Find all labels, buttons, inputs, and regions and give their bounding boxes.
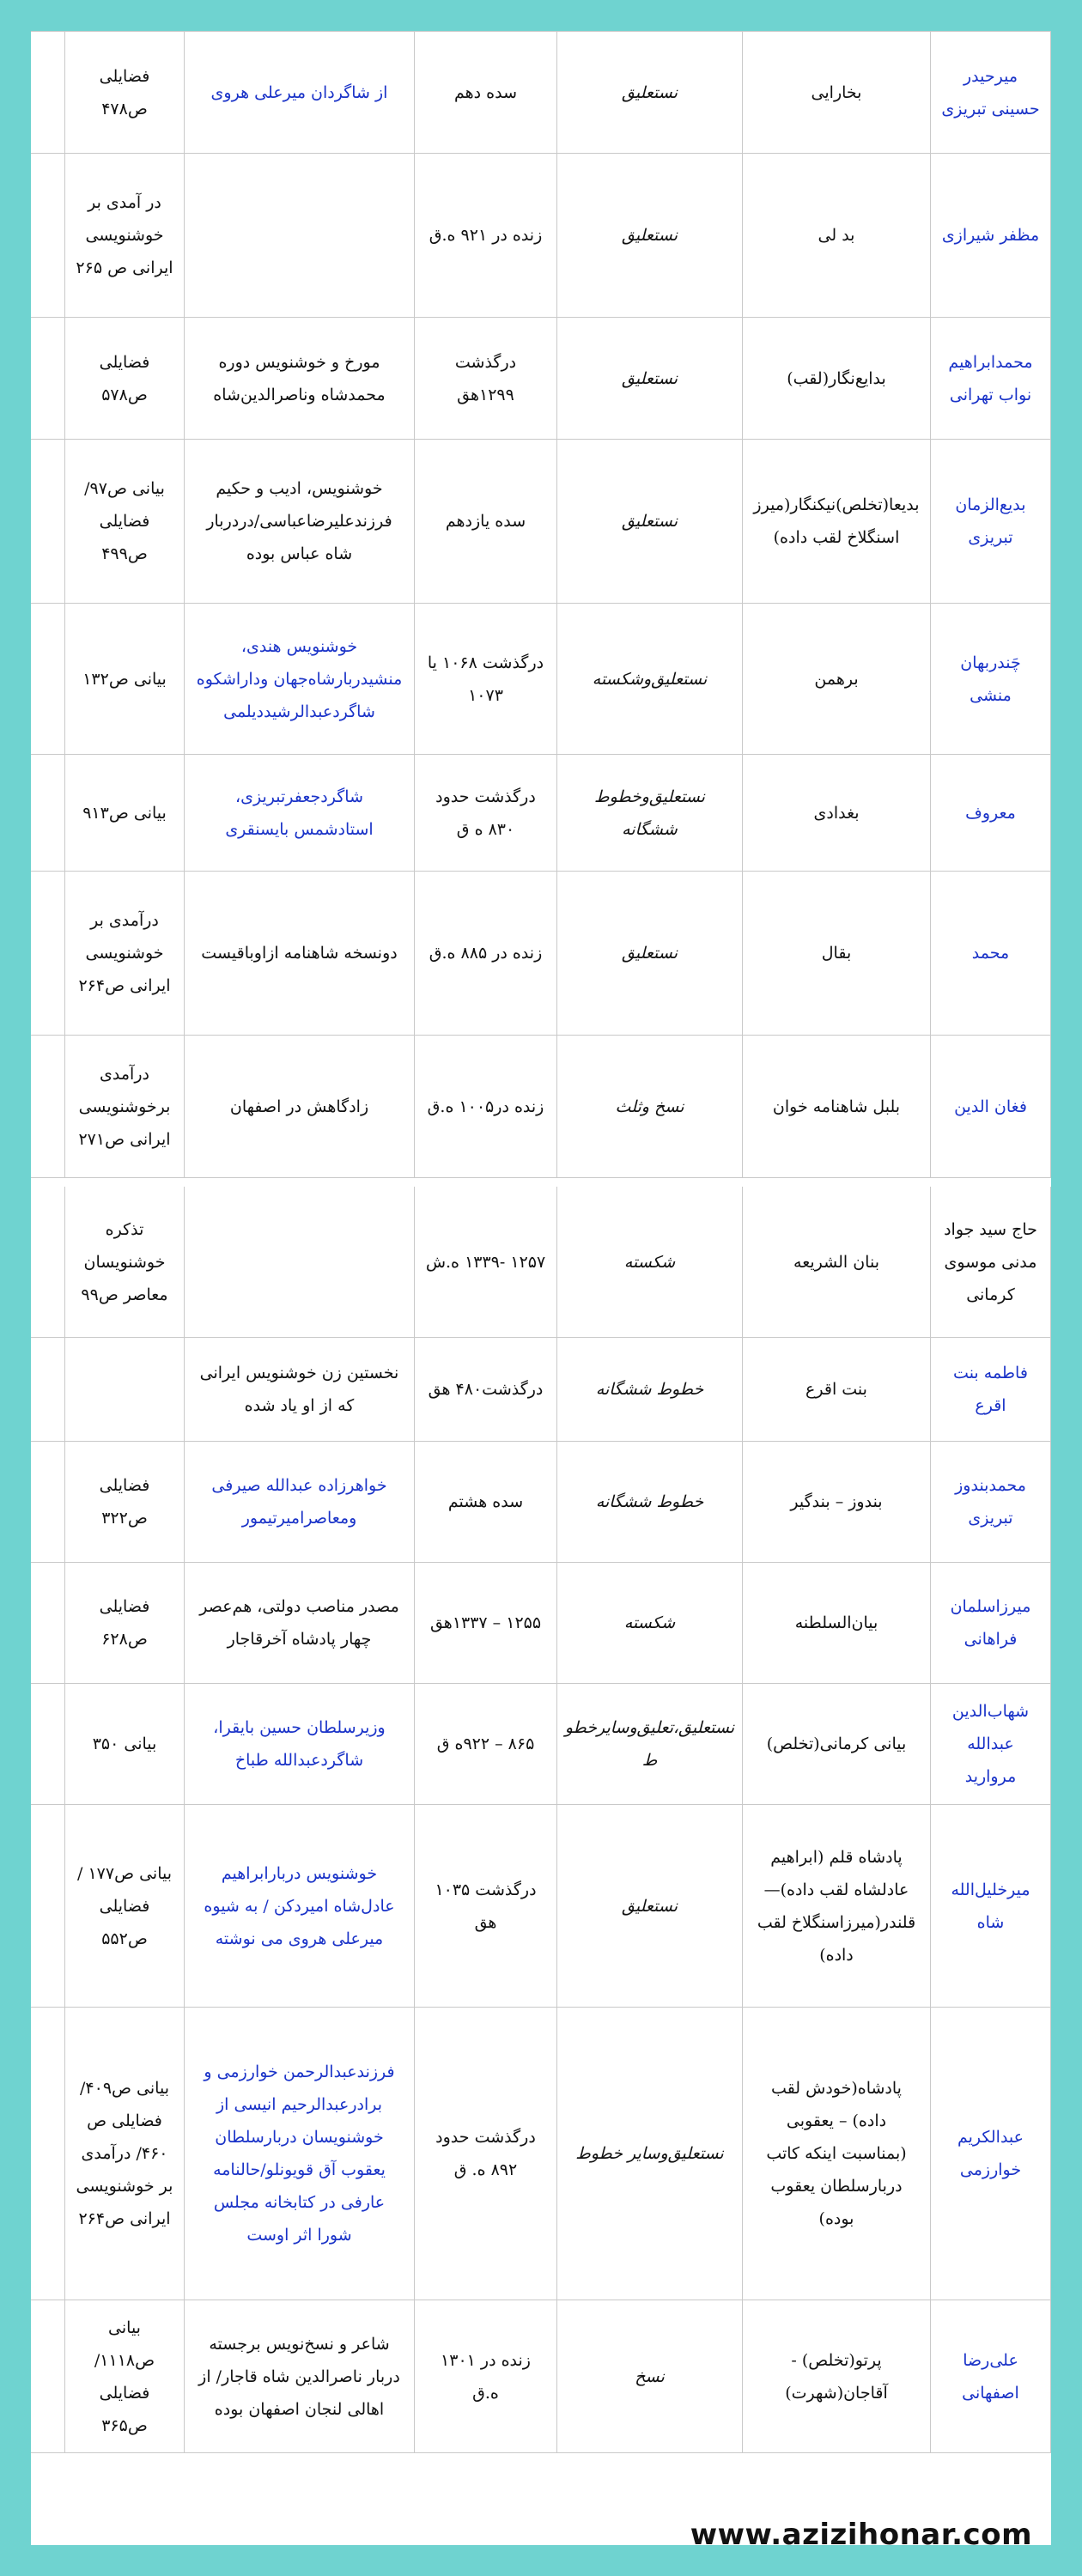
style-cell: نستعلیق bbox=[556, 1805, 742, 2007]
style-cell: نستعلیق‌وخطوط ششگانه bbox=[556, 755, 742, 871]
era-cell: ۸۶۵ – ۹۲۲ه ق bbox=[414, 1684, 556, 1804]
style-cell: نسخ bbox=[556, 2300, 742, 2452]
source-cell: فضایلی ص۵۷۸ bbox=[64, 318, 184, 439]
table-row bbox=[31, 1805, 1051, 2008]
table-row bbox=[31, 1442, 1051, 1563]
site-watermark: www.azizihonar.com bbox=[690, 2518, 1032, 2552]
note-cell bbox=[184, 1187, 414, 1337]
content-sheet bbox=[31, 31, 1051, 2545]
source-cell: فضایلی ص۳۲۲ bbox=[64, 1442, 184, 1562]
note-cell: خوشنویس هندی، منشیدربارشاه‌جهان وداراشکوه شاگردعبدالرشیددیلمی bbox=[184, 604, 414, 754]
source-cell bbox=[64, 1338, 184, 1441]
era-cell: درگذشت۴۸۰ هق bbox=[414, 1338, 556, 1441]
table-row bbox=[31, 872, 1051, 1036]
source-cell: بیانی ص۹۷/فضایلی ص۴۹۹ bbox=[64, 440, 184, 603]
title-cell: بدیعا(تخلص)نیکنگار(میرز اسنگلاخ لقب داده) bbox=[742, 440, 930, 603]
note-cell: مصدر مناصب دولتی، هم‌عصر چهار پادشاه آخرقاجار bbox=[184, 1563, 414, 1683]
table-row bbox=[31, 1684, 1051, 1805]
name-cell[interactable]: عبدالکریم خوارزمی bbox=[930, 2008, 1051, 2300]
table-row bbox=[31, 1338, 1051, 1442]
table-row bbox=[31, 604, 1051, 755]
style-cell: نستعلیق bbox=[556, 440, 742, 603]
table-row bbox=[31, 31, 1051, 154]
table-row bbox=[31, 1036, 1051, 1178]
era-cell: زنده در ۱۳۰۱ ه.ق bbox=[414, 2300, 556, 2452]
name-cell[interactable]: فاطمه بنت اقرع bbox=[930, 1338, 1051, 1441]
source-cell: بیانی ص۱۷۷ / فضایلی ص۵۵۲ bbox=[64, 1805, 184, 2007]
source-cell: در آمدی بر خوشنویسی ایرانی ص ۲۶۵ bbox=[64, 154, 184, 317]
table-row bbox=[31, 154, 1051, 318]
title-cell: پادشاه(خودش لقب داده) – یعقوبی (بمناسبت اینکه کاتب دربارسلطان یعقوب بوده) bbox=[742, 2008, 930, 2300]
era-cell: ۱۲۵۵ – ۱۳۳۷هق bbox=[414, 1563, 556, 1683]
note-cell: خوشنویس دربارابراهیم عادل‌شاه امیردکن / به شیوه میرعلی هروی می نوشته bbox=[184, 1805, 414, 2007]
note-cell: فرزندعبدالرحمن خوارزمی و برادرعبدالرحیم انیسی از خوشنویسان دربارسلطان یعقوب آق قویونلو/حالنامه عارفی در کتابخانه مجلس شورا اثر اوست bbox=[184, 2008, 414, 2300]
note-cell bbox=[184, 154, 414, 317]
note-cell: نخستین زن خوشنویس ایرانی که از او یاد شده bbox=[184, 1338, 414, 1441]
name-cell[interactable]: محمدابراهیم نواب تهرانی bbox=[930, 318, 1051, 439]
calligraphers-table bbox=[31, 31, 1051, 2466]
era-cell: درگذشت حدود ۸۹۲ ه. ق bbox=[414, 2008, 556, 2300]
note-cell: شاگردجعفرتبریزی، استادشمس بایسنقری bbox=[184, 755, 414, 871]
note-cell: زادگاهش در اصفهان bbox=[184, 1036, 414, 1177]
source-cell: فضایلی ص۶۲۸ bbox=[64, 1563, 184, 1683]
name-cell[interactable]: محمدبندوز تبریزی bbox=[930, 1442, 1051, 1562]
title-cell: بغدادی bbox=[742, 755, 930, 871]
source-cell: بیانی ص۴۰۹/ فضایلی ص ۴۶۰/ درآمدی بر خوشنویسی ایرانی ص۲۶۴ bbox=[64, 2008, 184, 2300]
style-cell: نستعلیق bbox=[556, 32, 742, 153]
title-cell: بیان‌السلطنه bbox=[742, 1563, 930, 1683]
source-cell: فضایلی ص۴۷۸ bbox=[64, 32, 184, 153]
table-row bbox=[31, 440, 1051, 604]
title-cell: پادشاه قلم (ابراهیم عادلشاه لقب داده)—قلندر(میرزاسنگلاخ لقب داده) bbox=[742, 1805, 930, 2007]
name-cell[interactable]: فغان الدین bbox=[930, 1036, 1051, 1177]
era-cell: درگذشت ۱۰۶۸ یا ۱۰۷۳ bbox=[414, 604, 556, 754]
name-cell[interactable]: شهاب‌الدین عبدالله مروارید bbox=[930, 1684, 1051, 1804]
note-cell: دونسخه شاهنامه ازاوباقیست bbox=[184, 872, 414, 1035]
era-cell: ۱۲۵۷ -۱۳۳۹ ه.ش bbox=[414, 1187, 556, 1337]
table-row bbox=[31, 1187, 1051, 1338]
name-cell[interactable]: میرحیدر حسینی تبریزی bbox=[930, 32, 1051, 153]
source-cell: بیانی ص۱۱۱۸/فضایلی ص۳۶۵ bbox=[64, 2300, 184, 2452]
note-cell: وزیرسلطان حسین بایقرا، شاگردعبدالله طباخ bbox=[184, 1684, 414, 1804]
title-cell: بخارایی bbox=[742, 32, 930, 153]
style-cell: نستعلیق bbox=[556, 154, 742, 317]
note-cell: از شاگردان میرعلی هروی bbox=[184, 32, 414, 153]
note-cell: خوشنویس، ادیب و حکیم فرزندعلیرضاعباسی/دردربار شاه عباس بوده bbox=[184, 440, 414, 603]
name-cell[interactable]: بدیع‌الزمان تبریزی bbox=[930, 440, 1051, 603]
source-cell: تذکره خوشنویسان معاصر ص۹۹ bbox=[64, 1187, 184, 1337]
era-cell: درگذشت حدود ۸۳۰ ه ق bbox=[414, 755, 556, 871]
era-cell: سده دهم bbox=[414, 32, 556, 153]
title-cell: بدایع‌نگار(لقب) bbox=[742, 318, 930, 439]
style-cell: نستعلیق bbox=[556, 872, 742, 1035]
title-cell: بد لی bbox=[742, 154, 930, 317]
title-cell: برهمن bbox=[742, 604, 930, 754]
name-cell[interactable]: میرخلیل‌الله شاه bbox=[930, 1805, 1051, 2007]
source-cell: بیانی ۳۵۰ bbox=[64, 1684, 184, 1804]
source-cell: درآمدی بر خوشنویسی ایرانی ص۲۶۴ bbox=[64, 872, 184, 1035]
style-cell: شکسته bbox=[556, 1187, 742, 1337]
name-cell: حاج سید جواد مدنی موسوی کرمانی bbox=[930, 1187, 1051, 1337]
era-cell: سده یازدهم bbox=[414, 440, 556, 603]
table-row bbox=[31, 318, 1051, 440]
name-cell[interactable]: مظفر شیرازی bbox=[930, 154, 1051, 317]
style-cell: نستعلیق bbox=[556, 318, 742, 439]
name-cell[interactable]: معروف bbox=[930, 755, 1051, 871]
table-row bbox=[31, 755, 1051, 872]
title-cell: بیانی کرمانی(تخلص) bbox=[742, 1684, 930, 1804]
title-cell: پرتو(تخلص) - آقاجان(شهرت) bbox=[742, 2300, 930, 2452]
style-cell: نستعلیق‌وشکسته bbox=[556, 604, 742, 754]
note-cell: شاعر و نسخ‌نویس برجسته دربار ناصرالدین شاه قاجار/ از اهالی لنجان اصفهان بوده bbox=[184, 2300, 414, 2452]
title-cell: بنان الشریعه bbox=[742, 1187, 930, 1337]
title-cell: بلبل شاهنامه خوان bbox=[742, 1036, 930, 1177]
note-cell: خواهرزاده عبدالله صیرفی ومعاصرامیرتیمور bbox=[184, 1442, 414, 1562]
source-cell: بیانی ص۹۱۳ bbox=[64, 755, 184, 871]
note-cell: مورخ و خوشنویس دوره محمدشاه وناصرالدین‌شاه bbox=[184, 318, 414, 439]
table-row bbox=[31, 1563, 1051, 1684]
style-cell: نسخ وثلث bbox=[556, 1036, 742, 1177]
era-cell: زنده در ۸۸۵ ه.ق bbox=[414, 872, 556, 1035]
era-cell: زنده در۱۰۰۵ ه.ق bbox=[414, 1036, 556, 1177]
name-cell[interactable]: میرزاسلمان فراهانی bbox=[930, 1563, 1051, 1683]
style-cell: خطوط ششگانه bbox=[556, 1442, 742, 1562]
source-cell: درآمدی برخوشنویسی ایرانی ص۲۷۱ bbox=[64, 1036, 184, 1177]
name-cell[interactable]: علی‌رضا اصفهانی bbox=[930, 2300, 1051, 2452]
title-cell: بنت اقرع bbox=[742, 1338, 930, 1441]
name-cell[interactable]: محمد bbox=[930, 872, 1051, 1035]
era-cell: درگذشت ۱۲۹۹هق bbox=[414, 318, 556, 439]
style-cell: نستعلیق‌وسایر خطوط bbox=[556, 2008, 742, 2300]
style-cell: نستعلیق،تعلیق‌وسایرخطو ط bbox=[556, 1684, 742, 1804]
era-cell: سده هشتم bbox=[414, 1442, 556, 1562]
era-cell: درگذشت ۱۰۳۵ هق bbox=[414, 1805, 556, 2007]
era-cell: زنده در ۹۲۱ ه.ق bbox=[414, 154, 556, 317]
title-cell: بندوز – بندگیر bbox=[742, 1442, 930, 1562]
style-cell: خطوط ششگانه bbox=[556, 1338, 742, 1441]
table-row bbox=[31, 2300, 1051, 2453]
style-cell: شکسته bbox=[556, 1563, 742, 1683]
name-cell[interactable]: چَندربهان منشی bbox=[930, 604, 1051, 754]
table-row bbox=[31, 2008, 1051, 2300]
title-cell: بقال bbox=[742, 872, 930, 1035]
source-cell: بیانی ص۱۳۲ bbox=[64, 604, 184, 754]
